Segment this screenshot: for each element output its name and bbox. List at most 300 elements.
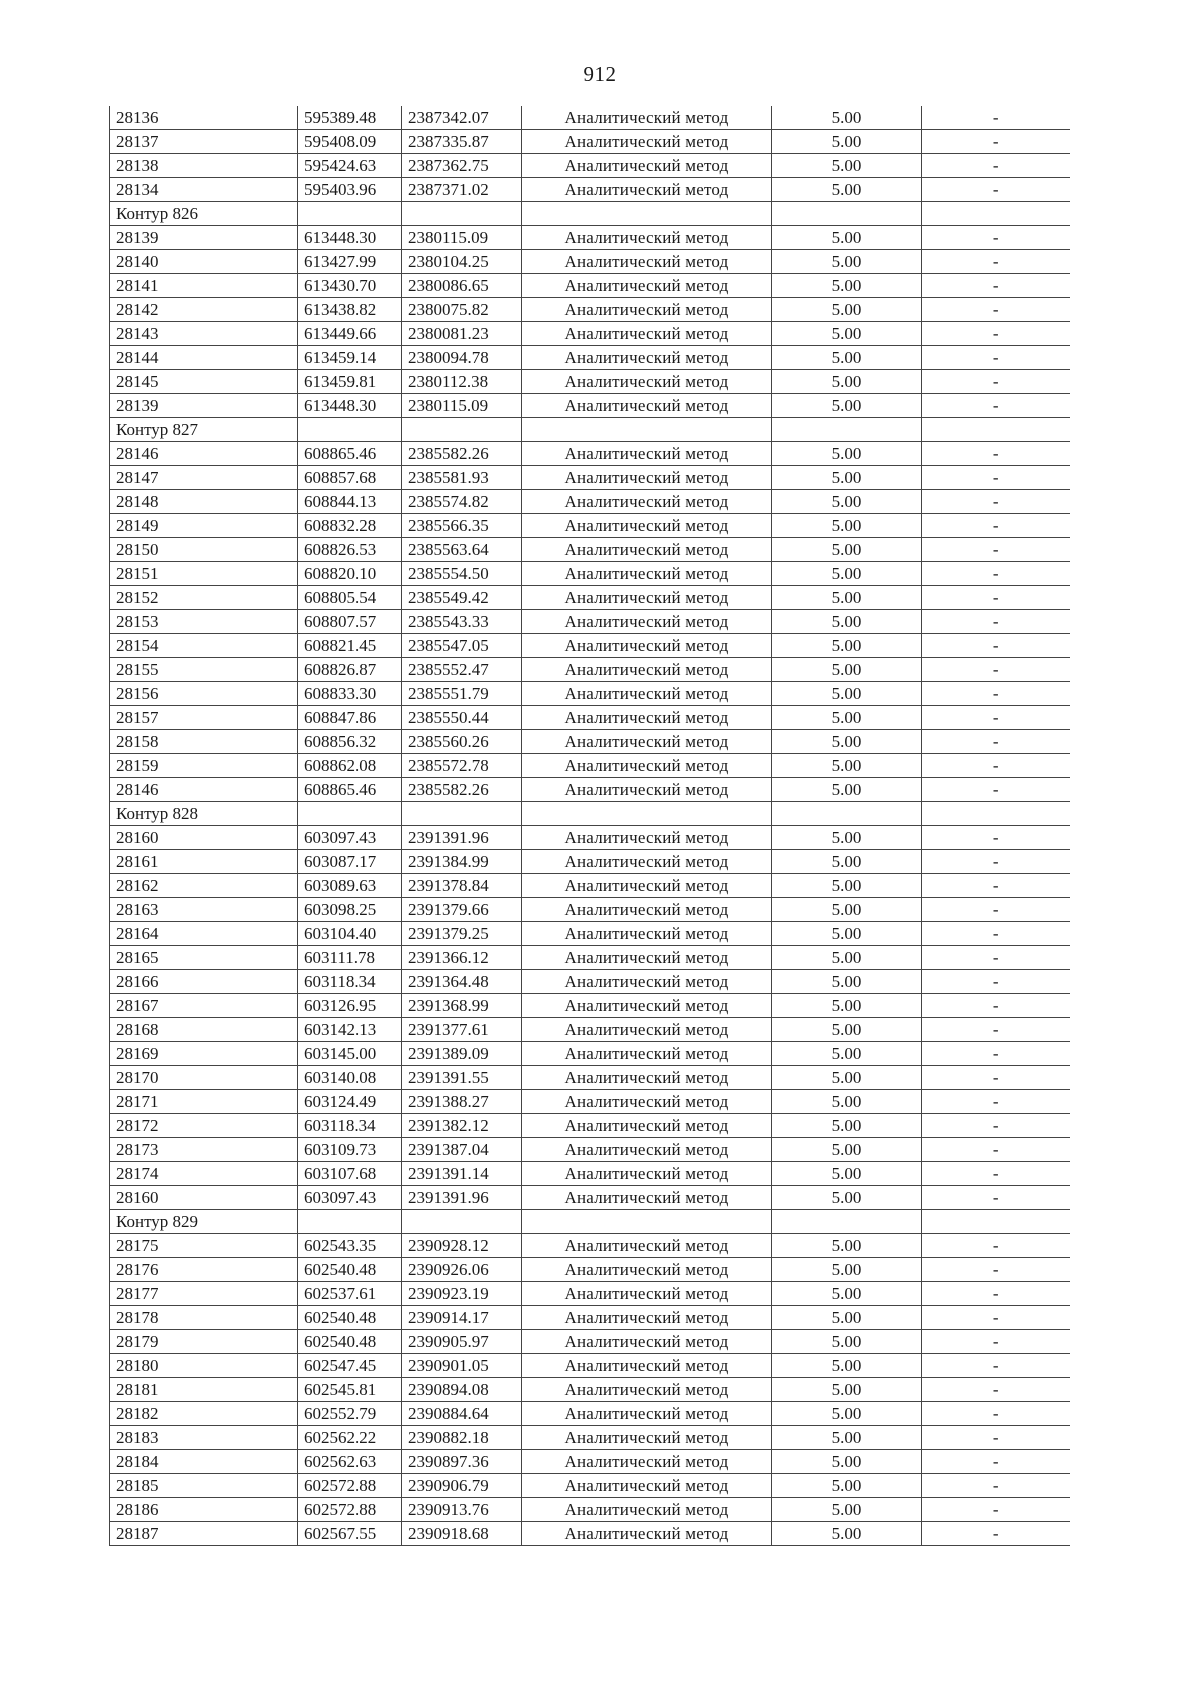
method-cell: Аналитический метод: [522, 706, 772, 730]
extra-cell: -: [922, 922, 1070, 946]
y-coordinate-cell: 2385581.93: [402, 466, 522, 490]
method-cell: Аналитический метод: [522, 898, 772, 922]
table-row: [110, 826, 1070, 850]
table-row: [110, 946, 1070, 970]
table-row: [110, 586, 1070, 610]
point-number-cell: 28162: [110, 874, 298, 898]
x-coordinate-cell: 602543.35: [298, 1234, 402, 1258]
accuracy-cell: 5.00: [772, 1042, 922, 1066]
table-row: [110, 1402, 1070, 1426]
method-cell: Аналитический метод: [522, 1114, 772, 1138]
x-coordinate-cell: 608805.54: [298, 586, 402, 610]
accuracy-cell: 5.00: [772, 826, 922, 850]
empty-cell: [922, 418, 1070, 442]
table-row: [110, 346, 1070, 370]
method-cell: Аналитический метод: [522, 874, 772, 898]
x-coordinate-cell: 603145.00: [298, 1042, 402, 1066]
extra-cell: -: [922, 538, 1070, 562]
extra-cell: -: [922, 466, 1070, 490]
method-cell: Аналитический метод: [522, 1378, 772, 1402]
method-cell: Аналитический метод: [522, 466, 772, 490]
y-coordinate-cell: 2391368.99: [402, 994, 522, 1018]
accuracy-cell: 5.00: [772, 658, 922, 682]
y-coordinate-cell: 2387335.87: [402, 130, 522, 154]
extra-cell: -: [922, 1114, 1070, 1138]
x-coordinate-cell: 608807.57: [298, 610, 402, 634]
method-cell: Аналитический метод: [522, 370, 772, 394]
table-row: [110, 970, 1070, 994]
extra-cell: -: [922, 706, 1070, 730]
extra-cell: -: [922, 754, 1070, 778]
point-number-cell: 28151: [110, 562, 298, 586]
extra-cell: -: [922, 1090, 1070, 1114]
method-cell: Аналитический метод: [522, 298, 772, 322]
x-coordinate-cell: 608832.28: [298, 514, 402, 538]
y-coordinate-cell: 2385551.79: [402, 682, 522, 706]
y-coordinate-cell: 2390884.64: [402, 1402, 522, 1426]
y-coordinate-cell: 2390928.12: [402, 1234, 522, 1258]
x-coordinate-cell: 608844.13: [298, 490, 402, 514]
contour-label: Контур 828: [110, 802, 298, 826]
y-coordinate-cell: 2385554.50: [402, 562, 522, 586]
empty-cell: [402, 418, 522, 442]
accuracy-cell: 5.00: [772, 1258, 922, 1282]
point-number-cell: 28176: [110, 1258, 298, 1282]
accuracy-cell: 5.00: [772, 706, 922, 730]
point-number-cell: 28140: [110, 250, 298, 274]
table-row: [110, 1378, 1070, 1402]
x-coordinate-cell: 602540.48: [298, 1330, 402, 1354]
point-number-cell: 28164: [110, 922, 298, 946]
x-coordinate-cell: 603097.43: [298, 826, 402, 850]
accuracy-cell: 5.00: [772, 730, 922, 754]
extra-cell: -: [922, 1162, 1070, 1186]
x-coordinate-cell: 613448.30: [298, 394, 402, 418]
accuracy-cell: 5.00: [772, 466, 922, 490]
table-row: [110, 874, 1070, 898]
method-cell: Аналитический метод: [522, 1402, 772, 1426]
point-number-cell: 28171: [110, 1090, 298, 1114]
method-cell: Аналитический метод: [522, 1306, 772, 1330]
table-row: [110, 634, 1070, 658]
x-coordinate-cell: 603124.49: [298, 1090, 402, 1114]
accuracy-cell: 5.00: [772, 1378, 922, 1402]
y-coordinate-cell: 2391391.96: [402, 1186, 522, 1210]
point-number-cell: 28172: [110, 1114, 298, 1138]
x-coordinate-cell: 613430.70: [298, 274, 402, 298]
extra-cell: -: [922, 322, 1070, 346]
x-coordinate-cell: 602567.55: [298, 1522, 402, 1546]
y-coordinate-cell: 2385552.47: [402, 658, 522, 682]
table-row: [110, 250, 1070, 274]
x-coordinate-cell: 608826.87: [298, 658, 402, 682]
x-coordinate-cell: 602562.22: [298, 1426, 402, 1450]
empty-cell: [772, 1210, 922, 1234]
method-cell: Аналитический метод: [522, 154, 772, 178]
method-cell: Аналитический метод: [522, 226, 772, 250]
method-cell: Аналитический метод: [522, 1186, 772, 1210]
empty-cell: [922, 202, 1070, 226]
method-cell: Аналитический метод: [522, 514, 772, 538]
accuracy-cell: 5.00: [772, 346, 922, 370]
y-coordinate-cell: 2390923.19: [402, 1282, 522, 1306]
x-coordinate-cell: 608826.53: [298, 538, 402, 562]
point-number-cell: 28170: [110, 1066, 298, 1090]
x-coordinate-cell: 613459.14: [298, 346, 402, 370]
contour-header-row: [110, 802, 1070, 826]
accuracy-cell: 5.00: [772, 1162, 922, 1186]
point-number-cell: 28159: [110, 754, 298, 778]
point-number-cell: 28185: [110, 1474, 298, 1498]
table-row: [110, 898, 1070, 922]
method-cell: Аналитический метод: [522, 1066, 772, 1090]
x-coordinate-cell: 608865.46: [298, 778, 402, 802]
y-coordinate-cell: 2391389.09: [402, 1042, 522, 1066]
x-coordinate-cell: 603118.34: [298, 1114, 402, 1138]
x-coordinate-cell: 602547.45: [298, 1354, 402, 1378]
extra-cell: -: [922, 778, 1070, 802]
extra-cell: -: [922, 1282, 1070, 1306]
y-coordinate-cell: 2391377.61: [402, 1018, 522, 1042]
contour-header-row: [110, 1210, 1070, 1234]
table-row: [110, 994, 1070, 1018]
table-row: [110, 1474, 1070, 1498]
accuracy-cell: 5.00: [772, 130, 922, 154]
method-cell: Аналитический метод: [522, 1162, 772, 1186]
x-coordinate-cell: 602572.88: [298, 1474, 402, 1498]
empty-cell: [402, 802, 522, 826]
method-cell: Аналитический метод: [522, 994, 772, 1018]
extra-cell: -: [922, 1138, 1070, 1162]
accuracy-cell: 5.00: [772, 1186, 922, 1210]
extra-cell: -: [922, 826, 1070, 850]
extra-cell: -: [922, 1258, 1070, 1282]
x-coordinate-cell: 602540.48: [298, 1258, 402, 1282]
y-coordinate-cell: 2390913.76: [402, 1498, 522, 1522]
x-coordinate-cell: 603104.40: [298, 922, 402, 946]
empty-cell: [402, 1210, 522, 1234]
y-coordinate-cell: 2391387.04: [402, 1138, 522, 1162]
table-row: [110, 1330, 1070, 1354]
accuracy-cell: 5.00: [772, 1522, 922, 1546]
extra-cell: -: [922, 154, 1070, 178]
point-number-cell: 28146: [110, 442, 298, 466]
y-coordinate-cell: 2380115.09: [402, 394, 522, 418]
accuracy-cell: 5.00: [772, 586, 922, 610]
accuracy-cell: 5.00: [772, 178, 922, 202]
method-cell: Аналитический метод: [522, 538, 772, 562]
y-coordinate-cell: 2390906.79: [402, 1474, 522, 1498]
extra-cell: -: [922, 514, 1070, 538]
accuracy-cell: 5.00: [772, 370, 922, 394]
x-coordinate-cell: 613427.99: [298, 250, 402, 274]
y-coordinate-cell: 2380115.09: [402, 226, 522, 250]
table-row: [110, 1090, 1070, 1114]
extra-cell: -: [922, 1426, 1070, 1450]
x-coordinate-cell: 602572.88: [298, 1498, 402, 1522]
extra-cell: -: [922, 1498, 1070, 1522]
x-coordinate-cell: 608820.10: [298, 562, 402, 586]
empty-cell: [522, 418, 772, 442]
point-number-cell: 28139: [110, 394, 298, 418]
y-coordinate-cell: 2390901.05: [402, 1354, 522, 1378]
extra-cell: -: [922, 658, 1070, 682]
empty-cell: [298, 418, 402, 442]
point-number-cell: 28144: [110, 346, 298, 370]
extra-cell: -: [922, 1450, 1070, 1474]
table-row: [110, 850, 1070, 874]
empty-cell: [772, 202, 922, 226]
coordinates-table-body: [110, 106, 1070, 1546]
point-number-cell: 28177: [110, 1282, 298, 1306]
point-number-cell: 28147: [110, 466, 298, 490]
x-coordinate-cell: 603126.95: [298, 994, 402, 1018]
table-row: [110, 370, 1070, 394]
extra-cell: -: [922, 730, 1070, 754]
y-coordinate-cell: 2385566.35: [402, 514, 522, 538]
point-number-cell: 28184: [110, 1450, 298, 1474]
x-coordinate-cell: 602537.61: [298, 1282, 402, 1306]
y-coordinate-cell: 2390894.08: [402, 1378, 522, 1402]
empty-cell: [922, 802, 1070, 826]
table-row: [110, 1018, 1070, 1042]
method-cell: Аналитический метод: [522, 1090, 772, 1114]
y-coordinate-cell: 2391391.96: [402, 826, 522, 850]
accuracy-cell: 5.00: [772, 850, 922, 874]
table-row: [110, 490, 1070, 514]
method-cell: Аналитический метод: [522, 1498, 772, 1522]
table-row: [110, 1066, 1070, 1090]
extra-cell: -: [922, 442, 1070, 466]
point-number-cell: 28150: [110, 538, 298, 562]
point-number-cell: 28158: [110, 730, 298, 754]
method-cell: Аналитический метод: [522, 1522, 772, 1546]
method-cell: Аналитический метод: [522, 130, 772, 154]
y-coordinate-cell: 2387371.02: [402, 178, 522, 202]
table-row: [110, 154, 1070, 178]
extra-cell: -: [922, 1234, 1070, 1258]
x-coordinate-cell: 595403.96: [298, 178, 402, 202]
y-coordinate-cell: 2390882.18: [402, 1426, 522, 1450]
x-coordinate-cell: 602552.79: [298, 1402, 402, 1426]
y-coordinate-cell: 2380075.82: [402, 298, 522, 322]
table-row: [110, 1354, 1070, 1378]
point-number-cell: 28143: [110, 322, 298, 346]
table-row: [110, 706, 1070, 730]
table-row: [110, 1162, 1070, 1186]
page-number: 912: [583, 62, 617, 86]
y-coordinate-cell: 2391378.84: [402, 874, 522, 898]
table-row: [110, 1258, 1070, 1282]
extra-cell: -: [922, 298, 1070, 322]
x-coordinate-cell: 603109.73: [298, 1138, 402, 1162]
accuracy-cell: 5.00: [772, 1234, 922, 1258]
empty-cell: [522, 202, 772, 226]
extra-cell: -: [922, 1018, 1070, 1042]
method-cell: Аналитический метод: [522, 754, 772, 778]
table-row: [110, 778, 1070, 802]
x-coordinate-cell: 608833.30: [298, 682, 402, 706]
table-row: [110, 1234, 1070, 1258]
accuracy-cell: 5.00: [772, 682, 922, 706]
table-row: [110, 922, 1070, 946]
accuracy-cell: 5.00: [772, 1330, 922, 1354]
table-row: [110, 514, 1070, 538]
method-cell: Аналитический метод: [522, 946, 772, 970]
extra-cell: -: [922, 1522, 1070, 1546]
method-cell: Аналитический метод: [522, 682, 772, 706]
x-coordinate-cell: 603111.78: [298, 946, 402, 970]
contour-label: Контур 827: [110, 418, 298, 442]
extra-cell: -: [922, 1378, 1070, 1402]
y-coordinate-cell: 2390914.17: [402, 1306, 522, 1330]
table-row: [110, 394, 1070, 418]
table-row: [110, 1522, 1070, 1546]
y-coordinate-cell: 2387342.07: [402, 106, 522, 130]
point-number-cell: 28166: [110, 970, 298, 994]
point-number-cell: 28138: [110, 154, 298, 178]
extra-cell: -: [922, 490, 1070, 514]
extra-cell: -: [922, 970, 1070, 994]
accuracy-cell: 5.00: [772, 1066, 922, 1090]
point-number-cell: 28136: [110, 106, 298, 130]
y-coordinate-cell: 2390926.06: [402, 1258, 522, 1282]
x-coordinate-cell: 603142.13: [298, 1018, 402, 1042]
table-row: [110, 1282, 1070, 1306]
accuracy-cell: 5.00: [772, 322, 922, 346]
method-cell: Аналитический метод: [522, 922, 772, 946]
extra-cell: -: [922, 346, 1070, 370]
accuracy-cell: 5.00: [772, 394, 922, 418]
table-row: [110, 1114, 1070, 1138]
empty-cell: [522, 1210, 772, 1234]
x-coordinate-cell: 608821.45: [298, 634, 402, 658]
contour-header-row: [110, 418, 1070, 442]
extra-cell: -: [922, 250, 1070, 274]
extra-cell: -: [922, 178, 1070, 202]
x-coordinate-cell: 602540.48: [298, 1306, 402, 1330]
accuracy-cell: 5.00: [772, 1018, 922, 1042]
x-coordinate-cell: 608857.68: [298, 466, 402, 490]
x-coordinate-cell: 603097.43: [298, 1186, 402, 1210]
x-coordinate-cell: 608847.86: [298, 706, 402, 730]
accuracy-cell: 5.00: [772, 610, 922, 634]
x-coordinate-cell: 602562.63: [298, 1450, 402, 1474]
method-cell: Аналитический метод: [522, 1042, 772, 1066]
point-number-cell: 28160: [110, 826, 298, 850]
extra-cell: -: [922, 562, 1070, 586]
extra-cell: -: [922, 394, 1070, 418]
point-number-cell: 28181: [110, 1378, 298, 1402]
table-row: [110, 130, 1070, 154]
table-row: [110, 322, 1070, 346]
x-coordinate-cell: 608862.08: [298, 754, 402, 778]
x-coordinate-cell: 608865.46: [298, 442, 402, 466]
method-cell: Аналитический метод: [522, 1474, 772, 1498]
accuracy-cell: 5.00: [772, 1114, 922, 1138]
extra-cell: -: [922, 1474, 1070, 1498]
extra-cell: -: [922, 898, 1070, 922]
method-cell: Аналитический метод: [522, 1234, 772, 1258]
empty-cell: [772, 418, 922, 442]
accuracy-cell: 5.00: [772, 1498, 922, 1522]
extra-cell: -: [922, 874, 1070, 898]
table-row: [110, 1450, 1070, 1474]
accuracy-cell: 5.00: [772, 154, 922, 178]
method-cell: Аналитический метод: [522, 730, 772, 754]
method-cell: Аналитический метод: [522, 394, 772, 418]
accuracy-cell: 5.00: [772, 994, 922, 1018]
point-number-cell: 28152: [110, 586, 298, 610]
x-coordinate-cell: 603089.63: [298, 874, 402, 898]
y-coordinate-cell: 2385543.33: [402, 610, 522, 634]
accuracy-cell: 5.00: [772, 874, 922, 898]
accuracy-cell: 5.00: [772, 106, 922, 130]
extra-cell: -: [922, 1066, 1070, 1090]
x-coordinate-cell: 608856.32: [298, 730, 402, 754]
empty-cell: [402, 202, 522, 226]
point-number-cell: 28182: [110, 1402, 298, 1426]
y-coordinate-cell: 2391366.12: [402, 946, 522, 970]
point-number-cell: 28153: [110, 610, 298, 634]
method-cell: Аналитический метод: [522, 1330, 772, 1354]
method-cell: Аналитический метод: [522, 586, 772, 610]
table-row: [110, 1186, 1070, 1210]
y-coordinate-cell: 2380081.23: [402, 322, 522, 346]
x-coordinate-cell: 595408.09: [298, 130, 402, 154]
y-coordinate-cell: 2391379.66: [402, 898, 522, 922]
point-number-cell: 28169: [110, 1042, 298, 1066]
table-row: [110, 1498, 1070, 1522]
method-cell: Аналитический метод: [522, 1426, 772, 1450]
extra-cell: -: [922, 130, 1070, 154]
y-coordinate-cell: 2385549.42: [402, 586, 522, 610]
x-coordinate-cell: 613449.66: [298, 322, 402, 346]
table-row: [110, 298, 1070, 322]
y-coordinate-cell: 2385547.05: [402, 634, 522, 658]
point-number-cell: 28154: [110, 634, 298, 658]
method-cell: Аналитический метод: [522, 562, 772, 586]
accuracy-cell: 5.00: [772, 898, 922, 922]
y-coordinate-cell: 2390897.36: [402, 1450, 522, 1474]
y-coordinate-cell: 2391379.25: [402, 922, 522, 946]
y-coordinate-cell: 2387362.75: [402, 154, 522, 178]
extra-cell: -: [922, 226, 1070, 250]
y-coordinate-cell: 2391391.55: [402, 1066, 522, 1090]
table-row: [110, 682, 1070, 706]
point-number-cell: 28174: [110, 1162, 298, 1186]
table-row: [110, 274, 1070, 298]
point-number-cell: 28175: [110, 1234, 298, 1258]
empty-cell: [772, 802, 922, 826]
accuracy-cell: 5.00: [772, 634, 922, 658]
y-coordinate-cell: 2385550.44: [402, 706, 522, 730]
method-cell: Аналитический метод: [522, 826, 772, 850]
x-coordinate-cell: 603118.34: [298, 970, 402, 994]
accuracy-cell: 5.00: [772, 1306, 922, 1330]
contour-label: Контур 826: [110, 202, 298, 226]
accuracy-cell: 5.00: [772, 442, 922, 466]
empty-cell: [922, 1210, 1070, 1234]
extra-cell: -: [922, 1306, 1070, 1330]
accuracy-cell: 5.00: [772, 1282, 922, 1306]
x-coordinate-cell: 595424.63: [298, 154, 402, 178]
table-row: [110, 562, 1070, 586]
method-cell: Аналитический метод: [522, 610, 772, 634]
table-row: [110, 226, 1070, 250]
x-coordinate-cell: 603107.68: [298, 1162, 402, 1186]
point-number-cell: 28161: [110, 850, 298, 874]
